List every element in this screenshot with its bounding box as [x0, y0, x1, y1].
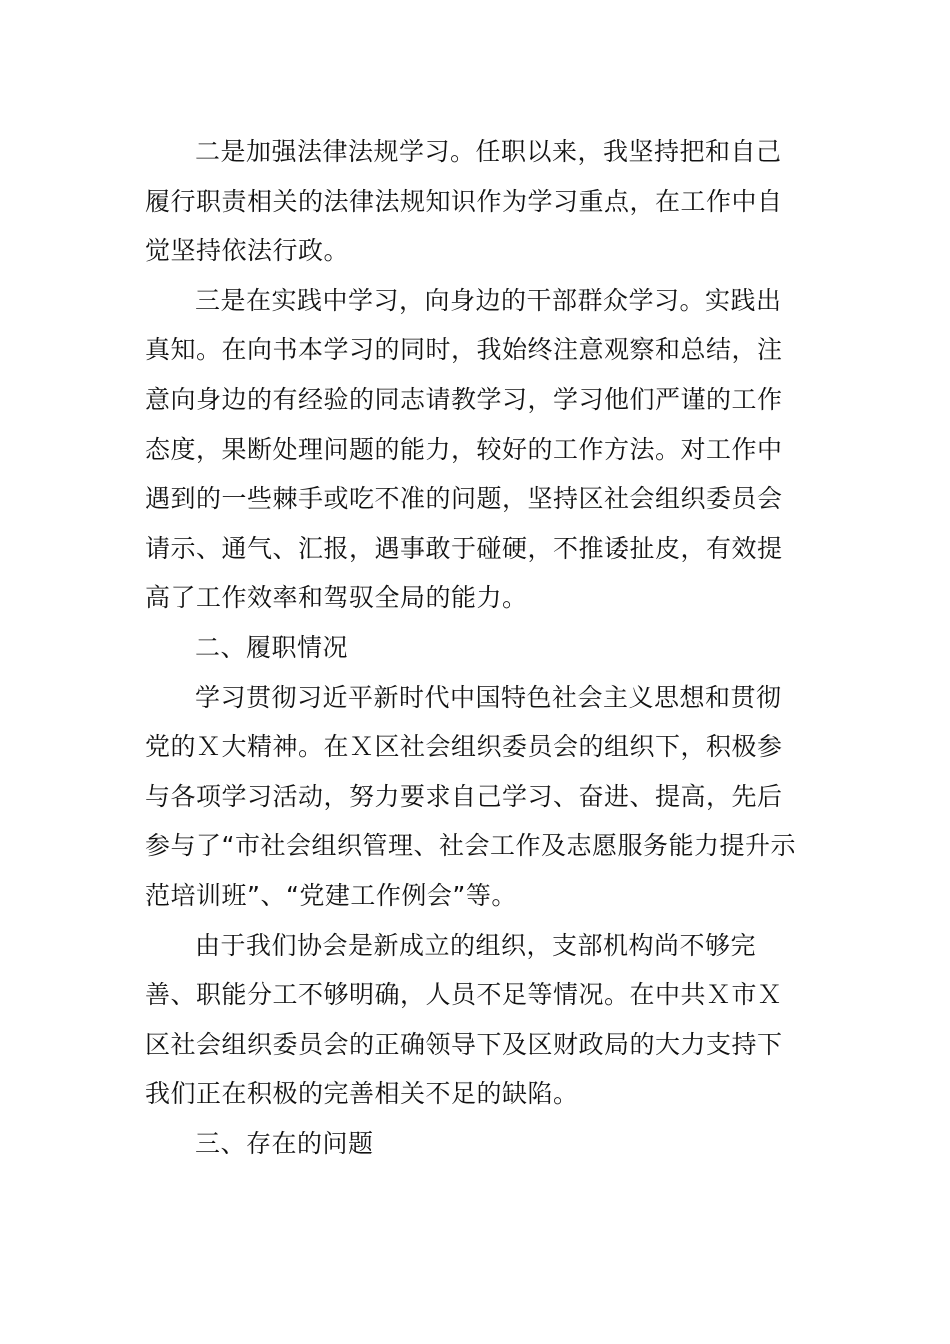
section-heading-duty: 二、履职情况 — [195, 632, 349, 662]
text-line: 与各项学习活动，努力要求自己学习、奋进、提高，先后 — [145, 781, 783, 811]
text-line: 范培训班”、“党建工作例会”等。 — [145, 880, 517, 910]
paragraph-duty-study — [145, 673, 810, 921]
text-line: 态度，果断处理问题的能力，较好的工作方法。对工作中 — [145, 434, 783, 464]
text-line: 党的Ｘ大精神。在Ｘ区社会组织委员会的组织下，积极参 — [145, 732, 783, 762]
text-line: 善、职能分工不够明确，人员不足等情况。在中共Ｘ市Ｘ — [145, 980, 783, 1010]
text-line: 真知。在向书本学习的同时，我始终注意观察和总结，注 — [145, 335, 783, 365]
text-line: 我们正在积极的完善相关不足的缺陷。 — [145, 1079, 579, 1109]
text-line: 请示、通气、汇报，遇事敢于碰硬，不推诿扯皮，有效提 — [145, 533, 783, 563]
text-line: 三是在实践中学习，向身边的干部群众学习。实践出 — [195, 285, 782, 315]
paragraph-law-study — [145, 127, 810, 276]
text-line: 遇到的一些棘手或吃不准的问题，坚持区社会组织委员会 — [145, 484, 783, 514]
text-line: 履行职责相关的法律法规知识作为学习重点，在工作中自 — [145, 186, 783, 216]
text-line: 二是加强法律法规学习。任职以来，我坚持把和自己 — [195, 137, 782, 166]
text-line: 觉坚持依法行政。 — [145, 236, 350, 266]
text-line: 学习贯彻习近平新时代中国特色社会主义思想和贯彻 — [195, 682, 782, 712]
text-line: 意向身边的有经验的同志请教学习，学习他们严谨的工作 — [145, 384, 783, 414]
section-heading-problems: 三、存在的问题 — [195, 1128, 374, 1158]
document-body — [145, 127, 810, 1168]
text-line: 由于我们协会是新成立的组织，支部机构尚不够完 — [195, 930, 757, 960]
paragraph-association — [145, 921, 810, 1119]
text-line: 参与了“市社会组织管理、社会工作及志愿服务能力提升示 — [145, 831, 796, 861]
paragraph-practice-study — [145, 276, 810, 623]
text-line: 高了工作效率和驾驭全局的能力。 — [145, 583, 528, 613]
text-line: 区社会组织委员会的正确领导下及区财政局的大力支持下 — [145, 1029, 783, 1059]
